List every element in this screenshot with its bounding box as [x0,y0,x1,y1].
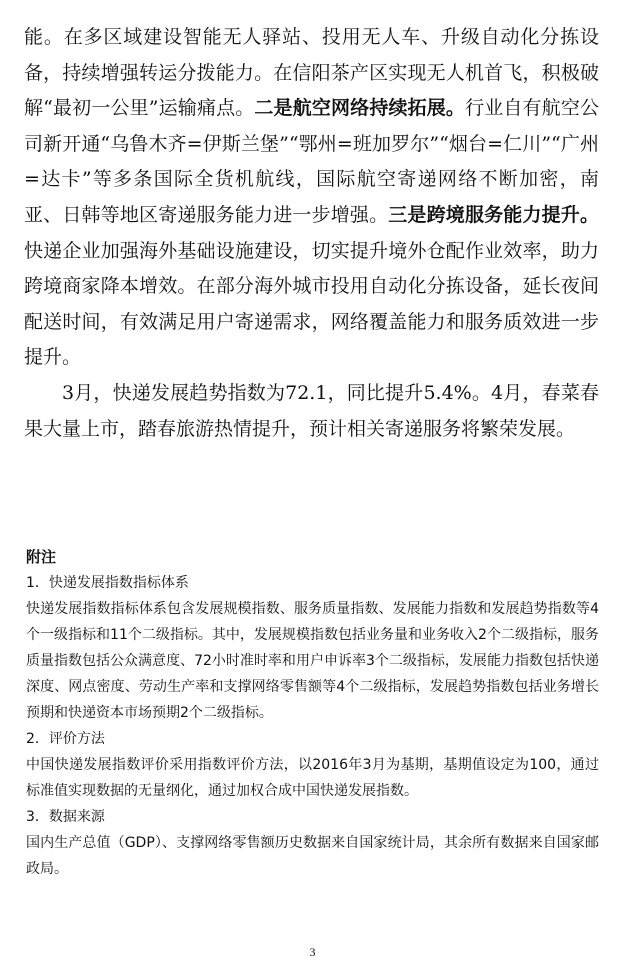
note-text: 国内生产总值（GDP）、支撑网络零售额历史数据来自国家统计局，其余所有数据来自国家邮政局。 [26,835,599,877]
note-text: 中国快递发展指数评价采用指数评价方法，以2016年3月为基期，基期值设定为100，通过标准值实现数据的无量纲化，通过加权合成中国快递发展指数。 [26,757,599,799]
page-number: 3 [309,945,316,959]
paragraph-text: 行业自有航空公司新开通“乌鲁木齐=伊斯兰堡”“鄂州=班加罗尔”“烟台=仁川”“广州=达卡”等多条国际全货机航线，国际航空寄递网络不断加密，南亚、日韩等地区寄递服务能力进一步增强。 [24,97,599,226]
paragraph-trend: 3月，快递发展趋势指数为72.1，同比提升5.4%。4月，春菜春果大量上市，踏春旅游热情提升，预计相关寄递服务将繁荣发展。 [24,381,599,440]
bold-heading-crossborder: 三是跨境服务能力提升。 [388,203,599,226]
main-text [24,20,599,447]
note-heading: 1．快递发展指数指标体系 [26,575,189,591]
note-heading: 3．数据来源 [26,809,105,825]
note-text: 快递发展指数指标体系包含发展规模指数、服务质量指数、发展能力指数和发展趋势指数等4个一级指标和11个二级指标。其中，发展规模指数包括业务量和业务收入2个二级指标，服务质量指数包括公众满意度、72小时准时率和用户申诉率3个二级指标，发展能力指数包括快递深度、网点密度、劳动生产率和支撑网络零售额等4个二级指标，发展趋势指数包括业务增长预期和快递资本市场预期2个二级指标。 [26,601,599,721]
note-heading: 2．评价方法 [26,731,105,747]
paragraph-text: 能。在多区域建设智能无人驿站、投用无人车、升级自动化分拣设备，持续增强转运分拨能力。在信阳茶产区实现无人机首飞，积极破解“最初一公里”运输痛点。 [24,26,599,120]
notes-title: 附注 [26,548,57,566]
paragraph-network [24,20,599,376]
bold-heading-aviation: 二是航空网络持续拓展。 [254,97,466,120]
notes-section [26,544,599,882]
paragraph-text: 快递企业加强海外基础设施建设，切实提升境外仓配作业效率，助力跨境商家降本增效。在部分海外城市投用自动化分拣设备，延长夜间配送时间，有效满足用户寄递需求，网络覆盖能力和服务质效进一步提升。 [24,239,599,369]
